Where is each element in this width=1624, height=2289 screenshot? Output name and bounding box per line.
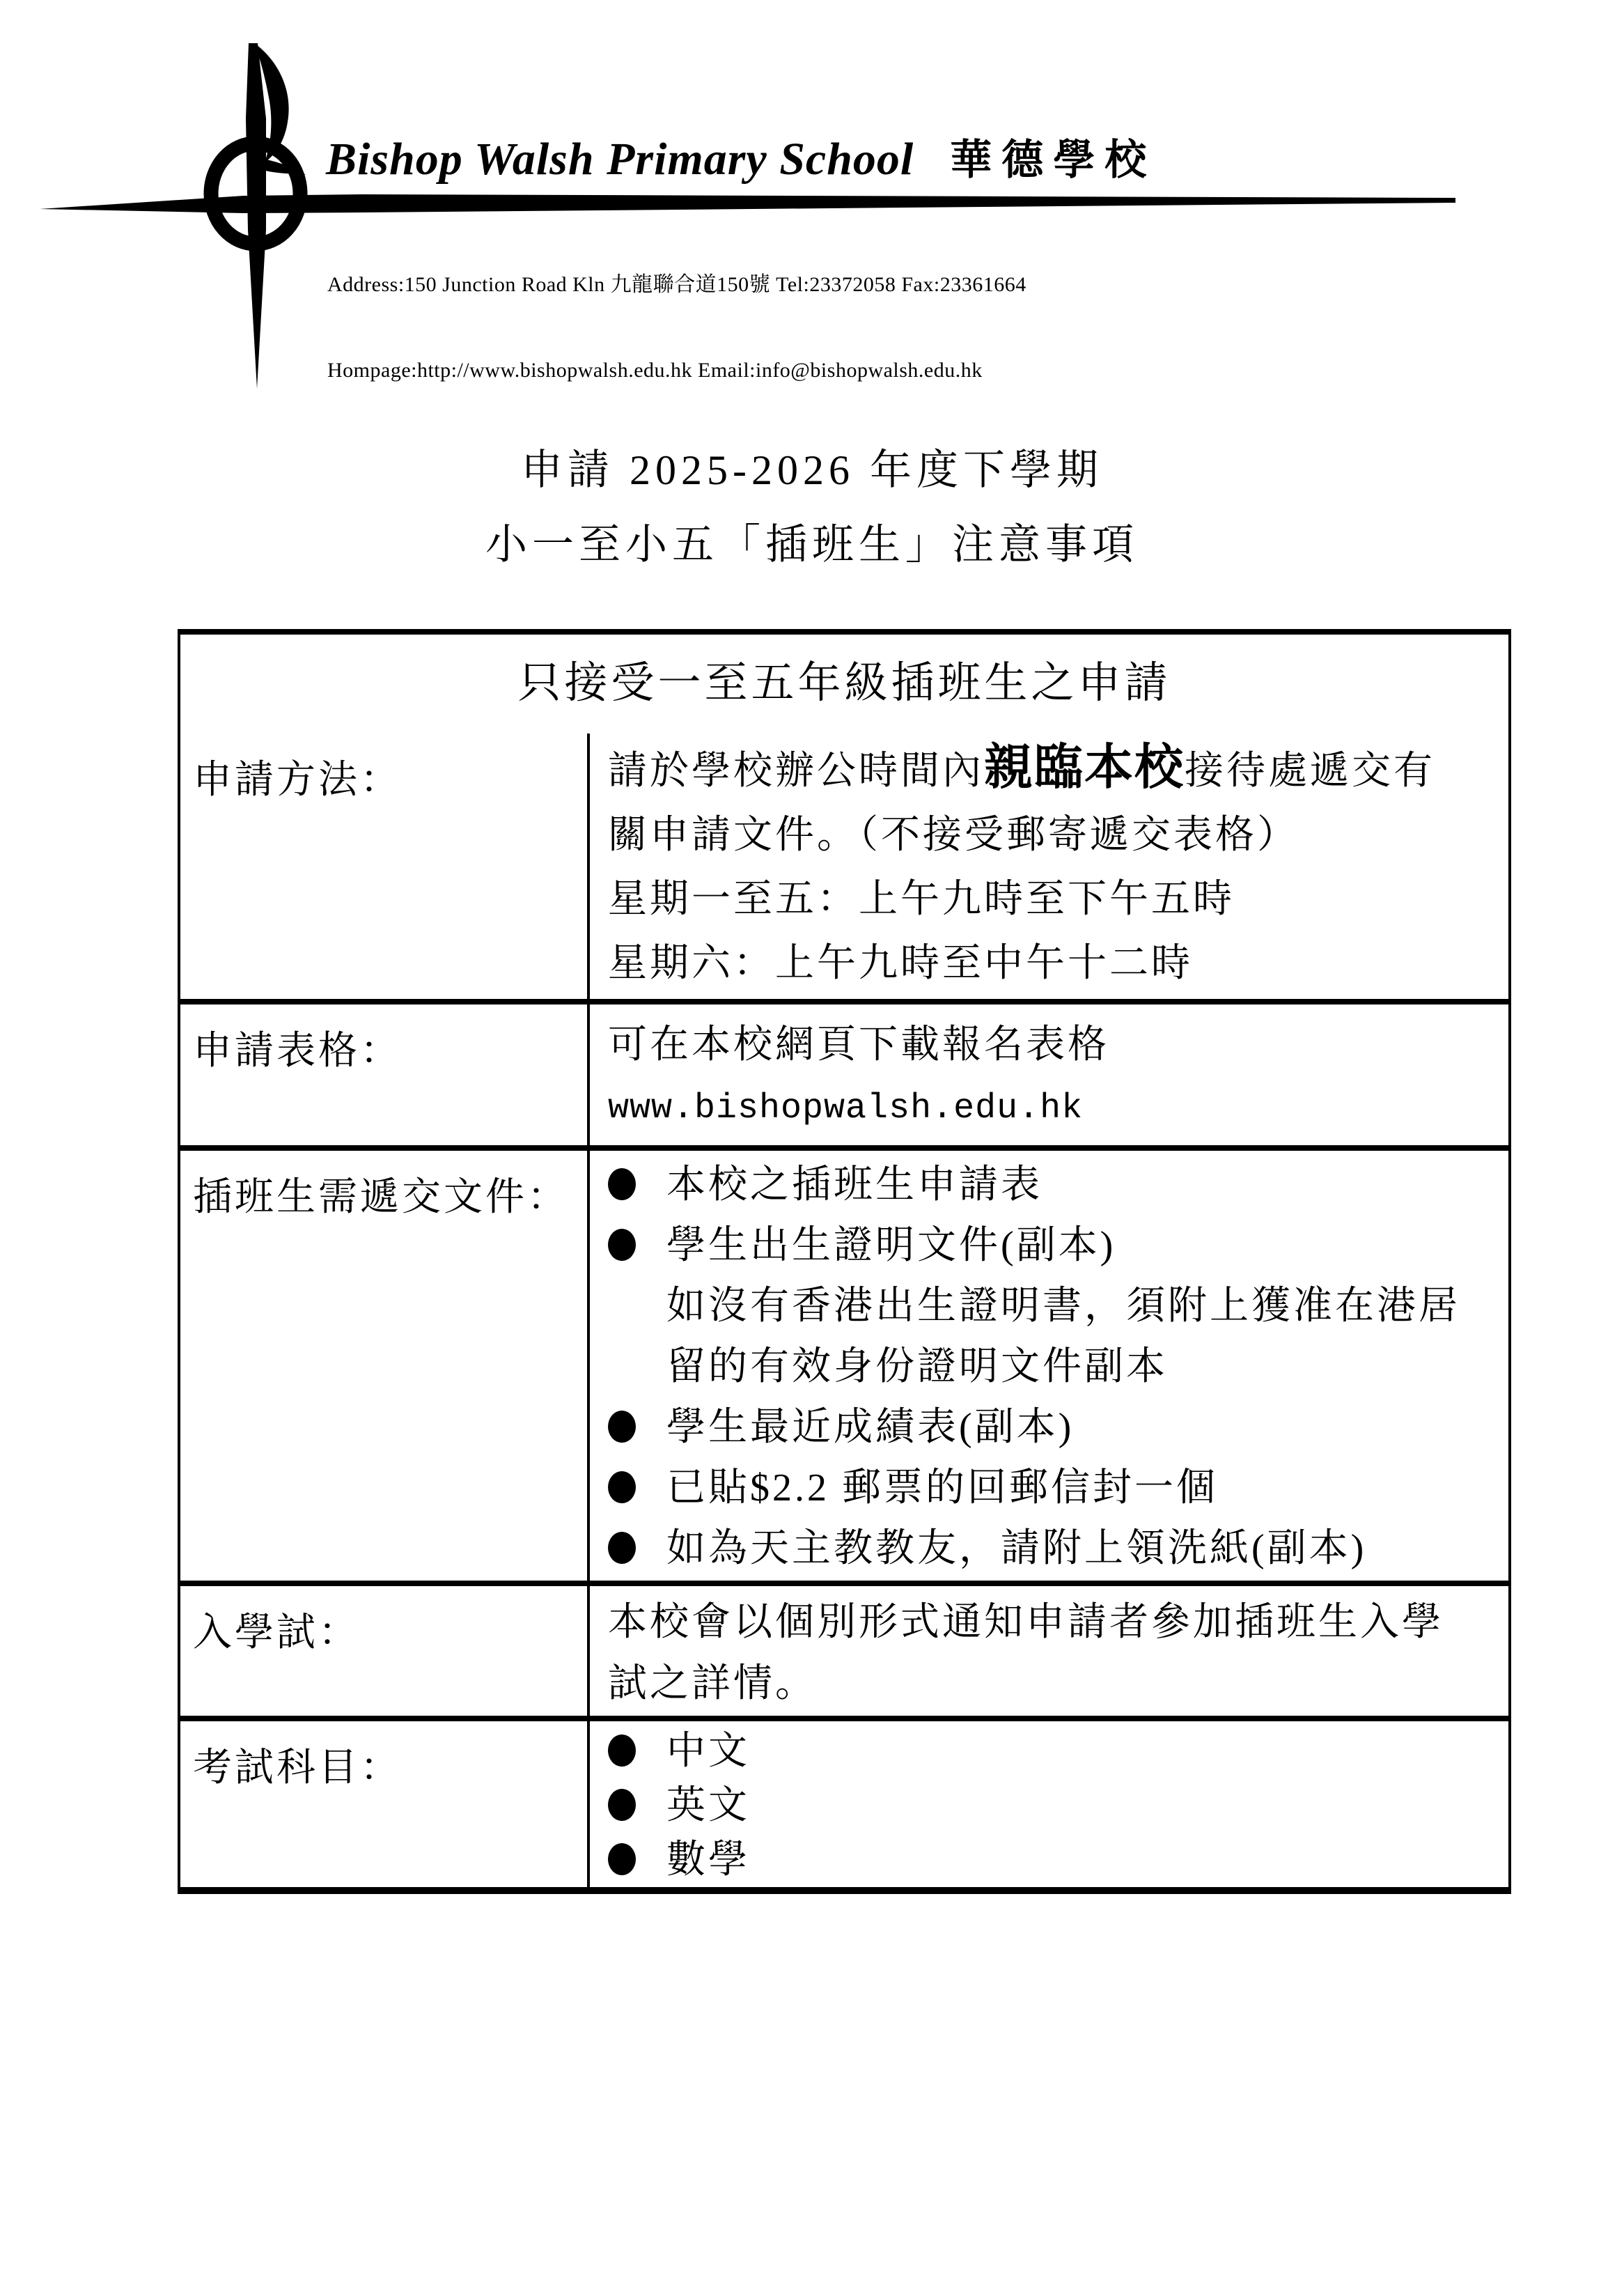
row-label-admission-test: 入學試： bbox=[193, 1611, 360, 1654]
bullet-icon bbox=[608, 1843, 636, 1875]
admission-test-line1: 本校會以個別形式通知申請者參加插班生入學 bbox=[608, 1601, 1444, 1644]
method-text-line2: 關申請文件。（不接受郵寄遞交表格） bbox=[608, 814, 1299, 857]
table-row-application-form bbox=[180, 1004, 1508, 1151]
list-item bbox=[608, 1216, 1497, 1276]
doc-item-birth-note-line2: 留的有效身份證明文件副本 bbox=[666, 1345, 1168, 1388]
doc-item-birth-certificate: 學生出生證明文件(副本) bbox=[666, 1224, 1116, 1267]
address-line-1: Address:150 Junction Road Kln 九龍聯合道150號 Tel:23372058 Fax:23361664 bbox=[327, 273, 1026, 296]
subject-chinese: 中文 bbox=[666, 1730, 750, 1773]
table-row-application-method bbox=[180, 734, 1508, 1004]
school-website-url: www.bishopwalsh.edu.hk bbox=[608, 1089, 1084, 1128]
bullet-icon bbox=[608, 1735, 636, 1767]
bullet-icon bbox=[608, 1229, 636, 1261]
row-label-application-method: 申請方法： bbox=[193, 759, 402, 802]
list-item bbox=[608, 1833, 1497, 1887]
list-item bbox=[608, 1458, 1497, 1519]
doc-title-line-2: 小一至小五「插班生」注意事項 bbox=[485, 522, 1139, 568]
table-row-exam-subjects bbox=[180, 1721, 1508, 1887]
table-row-admission-test bbox=[180, 1586, 1508, 1721]
row-content-required-documents bbox=[587, 1151, 1508, 1581]
row-label-application-form: 申請表格： bbox=[193, 1030, 402, 1073]
doc-title-line-1: 申請 2025-2026 年度下學期 bbox=[521, 447, 1103, 493]
doc-item-baptism-certificate: 如為天主教教友，請附上領洗紙(副本) bbox=[666, 1527, 1367, 1570]
doc-item-birth-note-line1: 如沒有香港出生證明書，須附上獲准在港居 bbox=[666, 1285, 1460, 1328]
form-download-text: 可在本校網頁下載報名表格 bbox=[608, 1023, 1109, 1066]
bullet-icon bbox=[608, 1411, 636, 1443]
doc-item-report-card: 學生最近成績表(副本) bbox=[666, 1406, 1075, 1449]
list-item bbox=[608, 1778, 1497, 1833]
logo-note-stem bbox=[246, 43, 266, 389]
bullet-icon bbox=[608, 1168, 636, 1200]
bullet-icon bbox=[608, 1532, 636, 1564]
list-item bbox=[608, 1155, 1497, 1216]
subject-maths: 數學 bbox=[666, 1838, 750, 1881]
doc-item-stamped-envelope: 已貼$2.2 郵票的回郵信封一個 bbox=[666, 1466, 1218, 1510]
row-content-admission-test bbox=[587, 1586, 1508, 1716]
row-content-application-form bbox=[587, 1004, 1508, 1145]
office-hours-saturday: 星期六：上午九時至中午十二時 bbox=[608, 942, 1193, 985]
admission-test-line2: 試之詳情。 bbox=[608, 1662, 817, 1705]
office-hours-weekday: 星期一至五：上午九時至下午五時 bbox=[608, 878, 1235, 921]
row-label-exam-subjects: 考試科目： bbox=[193, 1746, 402, 1790]
method-text-prefix: 請於學校辦公時間內 bbox=[608, 750, 984, 793]
school-name bbox=[326, 127, 1156, 187]
list-item bbox=[608, 1724, 1497, 1778]
table-row-required-documents bbox=[180, 1151, 1508, 1586]
row-label-required-documents: 插班生需遞交文件： bbox=[193, 1176, 569, 1219]
row-content-application-method bbox=[587, 734, 1508, 999]
method-text-tail: 接待處遞交有 bbox=[1185, 750, 1435, 793]
subject-english: 英文 bbox=[666, 1784, 750, 1827]
address-line-2: Hompage:http://www.bishopwalsh.edu.hk Email:info@bishopwalsh.edu.hk bbox=[327, 359, 983, 382]
row-content-exam-subjects bbox=[587, 1721, 1508, 1887]
document-title bbox=[0, 433, 1624, 582]
school-contact-block bbox=[327, 213, 1026, 442]
list-item bbox=[608, 1397, 1497, 1458]
bullet-icon bbox=[608, 1471, 636, 1503]
table-header-cell: 只接受一至五年級插班生之申請 bbox=[517, 660, 1171, 707]
school-name-english: Bishop Walsh Primary School bbox=[326, 134, 914, 185]
bullet-icon bbox=[608, 1789, 636, 1821]
school-name-chinese: 華德學校 bbox=[950, 137, 1157, 183]
doc-item-application-form: 本校之插班生申請表 bbox=[666, 1163, 1043, 1206]
list-item bbox=[608, 1519, 1497, 1579]
notice-table bbox=[178, 629, 1511, 1894]
method-text-bold-in-person: 親臨本校 bbox=[984, 741, 1185, 795]
